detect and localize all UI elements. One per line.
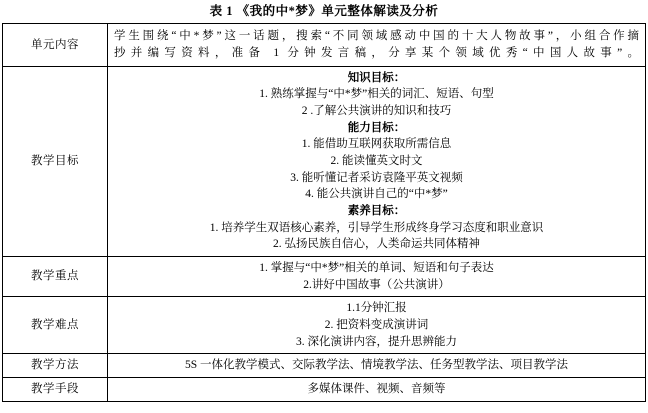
content-line: 学生围绕“中*梦”这一话题，搜索“不同领域感动中国的十大人物故事”，小组合作摘 [114,30,639,43]
unit-analysis-table [2,23,646,401]
goal-item: 1. 熟练掌握与“中*梦”相关的词汇、短语、句型 [259,88,494,101]
row-content-media [108,378,646,402]
content-line: 2.讲好中国故事（公共演讲） [303,278,450,291]
goal-item: 1. 培养学生双语核心素养，引导学生形成终身学习态度和职业意识 [209,221,544,234]
content-line: 2. 把资料变成演讲词 [324,319,429,331]
table-row [3,354,646,378]
table-row [3,297,646,354]
goal-item: 1. 能借助互联网获取所需信息 [301,138,452,151]
row-content-teaching-goals [108,66,646,256]
row-label-media: 教学手段 [3,378,108,402]
content-line: 1. 掌握与“中*梦”相关的单词、短语和句子表达 [259,261,494,274]
content-line: 5S 一体化教学模式、交际教学法、情境教学法、任务型教学法、项目教学法 [184,359,569,372]
row-label-teaching-goals: 教学目标 [3,66,108,256]
row-label-key-points: 教学重点 [3,256,108,296]
row-content-difficulties [108,297,646,354]
goal-item: 2. 弘扬民族自信心，人类命运共同体精神 [273,238,480,251]
goal-heading-literacy: 素养目标： [347,204,406,217]
goal-heading-knowledge: 知识目标： [347,71,406,84]
row-content-unit-content [108,24,646,66]
content-line: 抄并编写资料，准备 1 分钟发言稿，分享某个领域优秀“中国人故事”。 [114,46,639,59]
table-caption: 表 1 《我的中*梦》单元整体解读及分析 [209,4,439,18]
table-row [3,378,646,402]
row-content-methods [108,354,646,378]
row-label-unit-content: 单元内容 [3,24,108,66]
goal-item: 2 .了解公共演讲的知识和技巧 [301,104,452,117]
goal-item: 2. 能读懂英文时文 [330,154,423,167]
content-line: 多媒体课件、视频、音频等 [307,383,446,396]
row-content-key-points [108,256,646,296]
table-row [3,66,646,256]
table-row [3,256,646,296]
row-label-difficulties: 教学难点 [3,297,108,354]
goal-item: 3. 能听懂记者采访袁隆平英文视频 [290,171,463,184]
content-line: 3. 深化演讲内容，提升思辨能力 [296,335,457,348]
table-row [3,24,646,66]
row-label-methods: 教学方法 [3,354,108,378]
content-line: 1.1分钟汇报 [346,302,407,315]
goal-heading-ability: 能力目标： [347,121,406,134]
goal-item: 4. 能公共演讲自己的“中*梦” [305,188,448,201]
